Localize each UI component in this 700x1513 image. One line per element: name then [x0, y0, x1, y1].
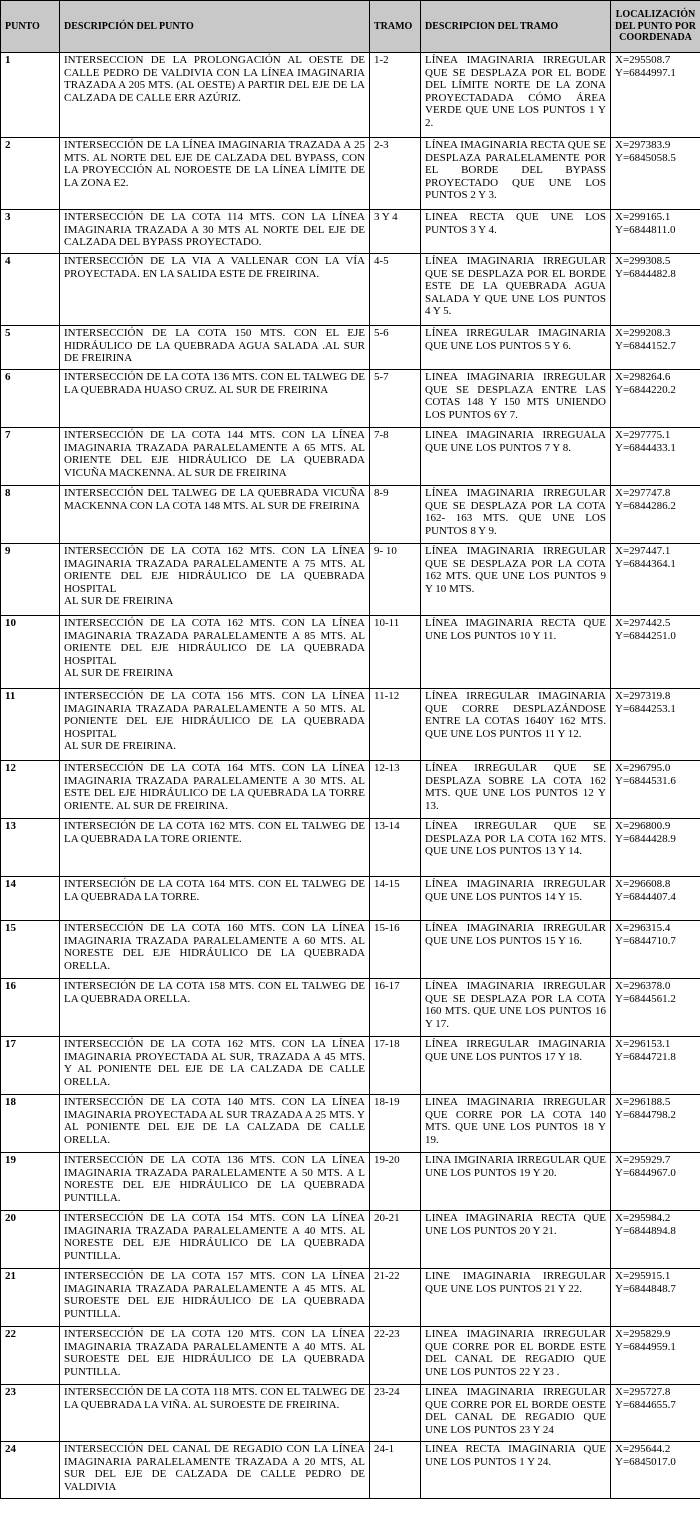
cell-punto: 15 — [1, 921, 60, 979]
cell-punto: 17 — [1, 1037, 60, 1095]
cell-localizacion: X=295508.7 Y=6844997.1 — [611, 53, 700, 138]
cell-tramo: 24-1 — [370, 1442, 421, 1499]
cell-descripcion-punto: INTERSECCIÓN DE LA COTA 164 MTS. CON LA LÍNEA IMAGINARIA TRAZADA PARALELAMENTE A 30 MTS. AL ESTE DEL EJE HIDRÁULICO DE LA QUEBRADA LA TORRE ORIENTE. AL SUR DE FREIRINA. — [60, 761, 370, 819]
cell-tramo: 19-20 — [370, 1153, 421, 1211]
cell-descripcion-tramo: LÍNEA IMAGINARIA IRREGULAR QUE SE DESPLAZA POR LA COTA 162- 163 MTS. QUE UNE LOS PUNTOS 8 Y 9. — [421, 486, 611, 544]
cell-punto: 23 — [1, 1385, 60, 1442]
cell-descripcion-tramo: LINEA RECTA IMAGINARIA QUE UNE LOS PUNTOS 1 Y 24. — [421, 1442, 611, 1499]
cell-descripcion-tramo: LÍNEA IRREGULAR IMAGINARIA QUE UNE LOS PUNTOS 5 Y 6. — [421, 326, 611, 370]
cell-localizacion: X=298264.6 Y=6844220.2 — [611, 370, 700, 428]
table-row — [1, 326, 700, 370]
table-row — [1, 616, 700, 689]
header-tramo: TRAMO — [370, 1, 421, 53]
cell-descripcion-punto: INTERSECCIÓN DE LA COTA 118 MTS. CON EL TALWEG DE LA QUEBRADA LA VIÑA. AL SUROESTE DE FREIRINA. — [60, 1385, 370, 1442]
cell-descripcion-tramo: LÍNEA IMAGINARIA IRREGULAR QUE UNE LOS PUNTOS 14 Y 15. — [421, 877, 611, 921]
cell-descripcion-punto: INTERSECIÓN DE LA COTA 164 MTS. CON EL TALWEG DE LA QUEBRADA LA TORRE. — [60, 877, 370, 921]
cell-tramo: 20-21 — [370, 1211, 421, 1269]
cell-descripcion-tramo: LINEA RECTA QUE UNE LOS PUNTOS 3 Y 4. — [421, 210, 611, 254]
cell-punto: 3 — [1, 210, 60, 254]
cell-localizacion: X=296608.8 Y=6844407.4 — [611, 877, 700, 921]
cell-tramo: 15-16 — [370, 921, 421, 979]
cell-tramo: 22-23 — [370, 1327, 421, 1385]
cell-descripcion-tramo: LÍNEA IMAGINARIA RECTA QUE SE DESPLAZA PARALELAMENTE POR EL BORDE DEL BYPASS PROYECTADO QUE UNE LOS PUNTOS 2 Y 3. — [421, 138, 611, 210]
table-row — [1, 254, 700, 326]
cell-descripcion-punto: INTERSECCIÓN DEL TALWEG DE LA QUEBRADA VICUÑA MACKENNA CON LA COTA 148 MTS. AL SUR DE FREIRINA — [60, 486, 370, 544]
cell-tramo: 2-3 — [370, 138, 421, 210]
cell-punto: 6 — [1, 370, 60, 428]
cell-descripcion-punto: INTERSECCIÓN DE LA COTA 162 MTS. CON LA LÍNEA IMAGINARIA TRAZADA PARALELAMENTE A 75 MTS. AL ORIENTE DEL EJE HIDRÁULICO DE LA QUEBRADA HOSPITAL AL SUR DE FREIRINA — [60, 544, 370, 616]
cell-localizacion: X=295915.1 Y=6844848.7 — [611, 1269, 700, 1327]
cell-descripcion-tramo: LÍNEA IRREGULAR IMAGINARIA QUE CORRE DESPLAZÁNDOSE ENTRE LA COTAS 1640Y 162 MTS. QUE UNE LOS PUNTOS 11 Y 12. — [421, 689, 611, 761]
cell-descripcion-punto: INTERSECIÓN DE LA COTA 158 MTS. CON EL TALWEG DE LA QUEBRADA ORELLA. — [60, 979, 370, 1037]
cell-tramo: 5-7 — [370, 370, 421, 428]
cell-descripcion-tramo: LINE IMAGINARIA IRREGULAR QUE UNE LOS PUNTOS 21 Y 22. — [421, 1269, 611, 1327]
table-row — [1, 921, 700, 979]
cell-tramo: 7-8 — [370, 428, 421, 486]
table-header-row — [1, 1, 700, 53]
cell-tramo: 1-2 — [370, 53, 421, 138]
cell-tramo: 10-11 — [370, 616, 421, 689]
cell-descripcion-punto: INTERSECIÓN DE LA COTA 162 MTS. CON EL TALWEG DE LA QUEBRADA LA TORE ORIENTE. — [60, 819, 370, 877]
cell-descripcion-punto: INTERSECCIÓN DE LA COTA 144 MTS. CON LA LÍNEA IMAGINARIA TRAZADA PARALELAMENTE A 65 MTS. AL ORIENTE DEL EJE HIDRÁULICO DE LA QUEBRADA VICUÑA MACKENNA. AL SUR DE FREIRINA — [60, 428, 370, 486]
cell-descripcion-punto: INTERSECCIÓN DE LA COTA 157 MTS. CON LA LÍNEA IMAGINARIA TRAZADA PARALELAMENTE A 45 MTS. AL SUROESTE DEL EJE HIDRÁULICO DE LA QUEBRADA PUNTILLA. — [60, 1269, 370, 1327]
cell-punto: 9 — [1, 544, 60, 616]
cell-tramo: 13-14 — [370, 819, 421, 877]
cell-descripcion-punto: INTERSECCIÓN DE LA VIA A VALLENAR CON LA VÍA PROYECTADA. EN LA SALIDA ESTE DE FREIRINA. — [60, 254, 370, 326]
cell-punto: 12 — [1, 761, 60, 819]
cell-localizacion: X=295727.8 Y=6844655.7 — [611, 1385, 700, 1442]
cell-localizacion: X=297447.1 Y=6844364.1 — [611, 544, 700, 616]
cell-descripcion-punto: INTERSECCIÓN DE LA COTA 162 MTS. CON LA LÍNEA IMAGINARIA TRAZADA PARALELAMENTE A 85 MTS. AL ORIENTE DEL EJE HIDRÁULICO DE LA QUEBRADA HOSPITAL AL SUR DE FREIRINA — [60, 616, 370, 689]
cell-descripcion-tramo: LÍNEA IMAGINARIA RECTA QUE UNE LOS PUNTOS 10 Y 11. — [421, 616, 611, 689]
cell-tramo: 12-13 — [370, 761, 421, 819]
cell-descripcion-punto: INTERSECCIÓN DE LA COTA 162 MTS. CON LA LÍNEA IMAGINARIA PROYECTADA AL SUR, TRAZADA A 45 MTS. Y AL PONIENTE DEL EJE DE LA CALZADA DE CALLE ORELLA. — [60, 1037, 370, 1095]
cell-tramo: 8-9 — [370, 486, 421, 544]
cell-punto: 18 — [1, 1095, 60, 1153]
table-row — [1, 1153, 700, 1211]
cell-descripcion-punto: INTERSECCION DE LA PROLONGACIÓN AL OESTE DE CALLE PEDRO DE VALDIVIA CON LA LÍNEA IMAGINARIA TRAZADA A 205 MTS. (AL OESTE) A PARTIR DEL EJE DE LA CALZADA DE CALLE ERR AZÚRIZ. — [60, 53, 370, 138]
cell-punto: 16 — [1, 979, 60, 1037]
cell-tramo: 3 Y 4 — [370, 210, 421, 254]
table-row — [1, 819, 700, 877]
cell-punto: 4 — [1, 254, 60, 326]
table-row — [1, 1327, 700, 1385]
cell-descripcion-tramo: LINEA IMAGINARIA IRREGULAR QUE CORRE POR EL BORDE OESTE DEL CANAL DE REGADIO QUE UNE LOS PUNTOS 23 Y 24 — [421, 1385, 611, 1442]
cell-punto: 20 — [1, 1211, 60, 1269]
cell-descripcion-tramo: LINEA IMAGINARIA IRREGULAR QUE SE DESPLAZA ENTRE LAS COTAS 148 Y 150 MTS UNIENDO LOS PUNTOS 6Y 7. — [421, 370, 611, 428]
cell-descripcion-punto: INTERSECCIÓN DEL CANAL DE REGADIO CON LA LÍNEA IMAGINARIA PARALELAMENTE TRAZADA A 20 MTS, AL SUR DEL EJE DE CALZADA DE CALLE PEDRO DE VALDIVIA — [60, 1442, 370, 1499]
cell-descripcion-tramo: LÍNEA IMAGINARIA IRREGULAR QUE SE DESPLAZA POR EL BODE DEL LÍMITE NORTE DE LA ZONA PROYECTADADA CÓMO ÁREA VERDE QUE UNE LOS PUNTOS 1 Y 2. — [421, 53, 611, 138]
cell-descripcion-punto: INTERSECCIÓN DE LA COTA 140 MTS. CON LA LÍNEA IMAGINARIA PROYECTADA AL SUR TRAZADA A 25 MTS. Y AL PONIENTE DEL EJE DE LA CALZADA DE CALLE ORELLA. — [60, 1095, 370, 1153]
cell-localizacion: X=296315.4 Y=6844710.7 — [611, 921, 700, 979]
cell-tramo: 4-5 — [370, 254, 421, 326]
table-body — [1, 53, 700, 1499]
cell-localizacion: X=297383.9 Y=6845058.5 — [611, 138, 700, 210]
header-descripcion-tramo: DESCRIPCION DEL TRAMO — [421, 1, 611, 53]
cell-punto: 11 — [1, 689, 60, 761]
cell-localizacion: X=295929.7 Y=6844967.0 — [611, 1153, 700, 1211]
cell-localizacion: X=295984.2 Y=6844894.8 — [611, 1211, 700, 1269]
cell-descripcion-punto: INTERSECCIÓN DE LA COTA 150 MTS. CON EL EJE HIDRÁULICO DE LA QUEBRADA AGUA SALADA .AL SUR DE FREIRINA — [60, 326, 370, 370]
cell-descripcion-punto: INTERSECCIÓN DE LA COTA 136 MTS. CON EL TALWEG DE LA QUEBRADA HUASO CRUZ. AL SUR DE FREIRINA — [60, 370, 370, 428]
header-punto: PUNTO — [1, 1, 60, 53]
cell-descripcion-tramo: LINA IMGINARIA IRREGULAR QUE UNE LOS PUNTOS 19 Y 20. — [421, 1153, 611, 1211]
cell-descripcion-punto: INTERSECCIÓN DE LA COTA 136 MTS. CON LA LÍNEA IMAGINARIA TRAZADA PARALELAMENTE A 50 MTS. A L NORESTE DEL EJE HIDRÁULICO DE LA QUEBRADA PUNTILLA. — [60, 1153, 370, 1211]
cell-descripcion-punto: INTERSECCIÓN DE LA LÍNEA IMAGINARIA TRAZADA A 25 MTS. AL NORTE DEL EJE DE CALZADA DEL BYPASS, CON LA PROYECCIÓN AL NOROESTE DE LA LÍNEA LÍMITE DE LA ZONA E2. — [60, 138, 370, 210]
cell-descripcion-tramo: LÍNEA IMAGINARIA IRREGULAR QUE SE DESPLAZA POR LA COTA 162 MTS. QUE UNE LOS PUNTOS 9 Y 10 MTS. — [421, 544, 611, 616]
cell-punto: 13 — [1, 819, 60, 877]
table-row — [1, 1037, 700, 1095]
cell-localizacion: X=296153.1 Y=6844721.8 — [611, 1037, 700, 1095]
table-row — [1, 210, 700, 254]
cell-descripcion-tramo: LINEA IMAGINARIA IRREGULAR QUE CORRE POR EL BORDE ESTE DEL CANAL DE REGADIO QUE UNE LOS PUNTOS 22 Y 23 . — [421, 1327, 611, 1385]
table-row — [1, 370, 700, 428]
cell-localizacion: X=295644.2 Y=6845017.0 — [611, 1442, 700, 1499]
cell-localizacion: X=296800.9 Y=6844428.9 — [611, 819, 700, 877]
cell-descripcion-tramo: LINEA IMAGINARIA IRREGULAR QUE CORRE POR LA COTA 140 MTS. QUE UNE LOS PUNTOS 18 Y 19. — [421, 1095, 611, 1153]
header-descripcion-punto: DESCRIPCIÓN DEL PUNTO — [60, 1, 370, 53]
cell-descripcion-tramo: LÍNEA IRREGULAR QUE SE DESPLAZA POR LA COTA 162 MTS. QUE UNE LOS PUNTOS 13 Y 14. — [421, 819, 611, 877]
cell-descripcion-tramo: LÍNEA IMAGINARIA IRREGULAR QUE UNE LOS PUNTOS 15 Y 16. — [421, 921, 611, 979]
cell-localizacion: X=299308.5 Y=6844482.8 — [611, 254, 700, 326]
cell-punto: 7 — [1, 428, 60, 486]
table-row — [1, 689, 700, 761]
table-row — [1, 1442, 700, 1499]
cell-descripcion-tramo: LÍNEA IMAGINARIA IRREGULAR QUE SE DESPLAZA POR LA COTA 160 MTS. QUE UNE LOS PUNTOS 16 Y 17. — [421, 979, 611, 1037]
cell-tramo: 16-17 — [370, 979, 421, 1037]
cell-descripcion-tramo: LINEA IMAGINARIA RECTA QUE UNE LOS PUNTOS 20 Y 21. — [421, 1211, 611, 1269]
cell-punto: 10 — [1, 616, 60, 689]
cell-punto: 5 — [1, 326, 60, 370]
cell-punto: 1 — [1, 53, 60, 138]
table-row — [1, 1385, 700, 1442]
cell-descripcion-tramo: LÍNEA IRREGULAR QUE SE DESPLAZA SOBRE LA COTA 162 MTS. QUE UNE LOS PUNTOS 12 Y 13. — [421, 761, 611, 819]
cell-descripcion-tramo: LÍNEA IRREGULAR IMAGINARIA QUE UNE LOS PUNTOS 17 Y 18. — [421, 1037, 611, 1095]
cell-tramo: 14-15 — [370, 877, 421, 921]
cell-punto: 24 — [1, 1442, 60, 1499]
cell-punto: 8 — [1, 486, 60, 544]
table-row — [1, 428, 700, 486]
cell-tramo: 17-18 — [370, 1037, 421, 1095]
table-row — [1, 486, 700, 544]
cell-punto: 21 — [1, 1269, 60, 1327]
cell-localizacion: X=297747.8 Y=6844286.2 — [611, 486, 700, 544]
cell-descripcion-punto: INTERSECCIÓN DE LA COTA 160 MTS. CON LA LÍNEA IMAGINARIA TRAZADA PARALELAMENTE A 60 MTS. AL NORESTE DEL EJE HIDRÁULICO DE LA QUEBRADA ORELLA. — [60, 921, 370, 979]
table-row — [1, 979, 700, 1037]
cell-localizacion: X=296378.0 Y=6844561.2 — [611, 979, 700, 1037]
cell-localizacion: X=295829.9 Y=6844959.1 — [611, 1327, 700, 1385]
cell-descripcion-punto: INTERSECCIÓN DE LA COTA 114 MTS. CON LA LÍNEA IMAGINARIA TRAZADA A 30 MTS AL NORTE DEL EJE DE CALZADA DEL BYPASS PROYECTADO. — [60, 210, 370, 254]
cell-descripcion-tramo: LINEA IMAGINARIA IRREGUALA QUE UNE LOS PUNTOS 7 Y 8. — [421, 428, 611, 486]
cell-punto: 19 — [1, 1153, 60, 1211]
cell-localizacion: X=299165.1 Y=6844811.0 — [611, 210, 700, 254]
table-row — [1, 761, 700, 819]
cell-descripcion-tramo: LÍNEA IMAGINARIA IRREGULAR QUE SE DESPLAZA POR EL BORDE ESTE DE LA QUEBRADA AGUA SALADA Y QUE UNE LOS PUNTOS 4 Y 5. — [421, 254, 611, 326]
table-row — [1, 877, 700, 921]
cell-localizacion: X=299208.3 Y=6844152.7 — [611, 326, 700, 370]
table-row — [1, 1211, 700, 1269]
cell-tramo: 5-6 — [370, 326, 421, 370]
cell-punto: 2 — [1, 138, 60, 210]
table-row — [1, 53, 700, 138]
cell-descripcion-punto: INTERSECCIÓN DE LA COTA 154 MTS. CON LA LÍNEA IMAGINARIA TRAZADA PARALELAMENTE A 40 MTS. AL NORESTE DEL EJE HIDRÁULICO DE LA QUEBRADA PUNTILLA. — [60, 1211, 370, 1269]
cell-tramo: 23-24 — [370, 1385, 421, 1442]
cell-localizacion: X=297775.1 Y=6844433.1 — [611, 428, 700, 486]
table-row — [1, 544, 700, 616]
header-localizacion: LOCALIZACIÓN DEL PUNTO POR COORDENADA — [611, 1, 700, 53]
cell-localizacion: X=297442.5 Y=6844251.0 — [611, 616, 700, 689]
cell-descripcion-punto: INTERSECCIÓN DE LA COTA 120 MTS. CON LA LÍNEA IMAGINARIA TRAZADA PARALELAMENTE A 40 MTS. AL SUROESTE DEL EJE HIDRÁULICO DE LA QUEBRADA PUNTILLA. — [60, 1327, 370, 1385]
cell-descripcion-punto: INTERSECCIÓN DE LA COTA 156 MTS. CON LA LÍNEA IMAGINARIA TRAZADA PARALELAMENTE A 50 MTS. AL PONIENTE DEL EJE HIDRÁULICO DE LA QUEBRADA HOSPITAL AL SUR DE FREIRINA. — [60, 689, 370, 761]
cell-tramo: 18-19 — [370, 1095, 421, 1153]
cell-tramo: 11-12 — [370, 689, 421, 761]
cell-localizacion: X=296795.0 Y=6844531.6 — [611, 761, 700, 819]
cell-localizacion: X=297319.8 Y=6844253.1 — [611, 689, 700, 761]
cell-tramo: 9- 10 — [370, 544, 421, 616]
cell-punto: 22 — [1, 1327, 60, 1385]
cell-tramo: 21-22 — [370, 1269, 421, 1327]
table-row — [1, 138, 700, 210]
table-row — [1, 1269, 700, 1327]
table-row — [1, 1095, 700, 1153]
cell-punto: 14 — [1, 877, 60, 921]
cell-localizacion: X=296188.5 Y=6844798.2 — [611, 1095, 700, 1153]
